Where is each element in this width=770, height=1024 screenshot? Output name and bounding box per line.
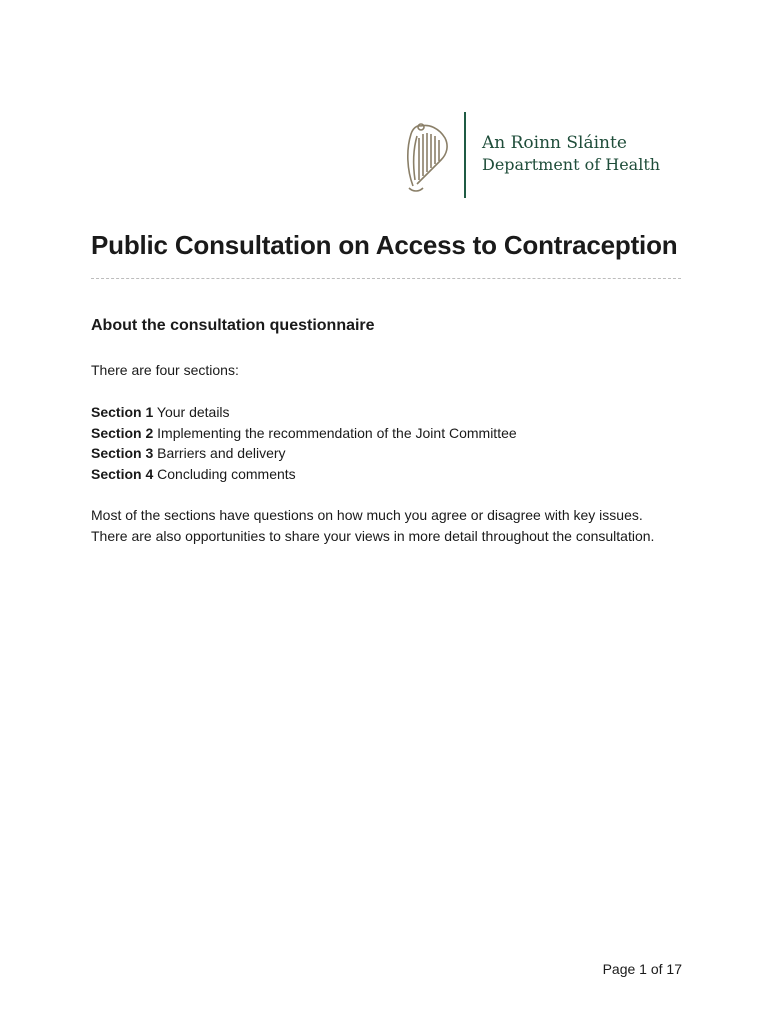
section-item [91,402,517,423]
section-text: Barriers and delivery [157,445,286,462]
body-paragraph: Most of the sections have questions on how much you agree or disagree with key issues. There are also opportunities to share your views in more detail throughout the consultation. [91,507,655,544]
section-text: Implementing the recommendation of the Joint Committee [157,424,517,441]
logo-divider [464,112,466,198]
section-item [91,443,517,464]
section-number: Section 2 [91,424,154,441]
dept-name-irish: An Roinn Sláinte [482,133,627,153]
sections-list [91,402,517,485]
section-text: Your details [156,404,230,420]
section-item [91,423,517,444]
page-title: Public Consultation on Access to Contraception [91,230,678,260]
section-number: Section 3 [91,445,154,462]
department-name [482,133,660,175]
section-text: Concluding comments [157,466,296,483]
department-logo [403,112,663,200]
page-number: Page 1 of 17 [602,961,682,977]
section-number: Section 4 [91,466,154,483]
intro-text: There are four sections: [91,362,239,378]
dept-name-english: Department of Health [482,155,661,174]
title-divider [91,278,681,279]
section-number: Section 1 [91,404,154,420]
harp-icon [403,120,451,194]
section-item [91,464,517,485]
section-heading: About the consultation questionnaire [91,317,375,334]
